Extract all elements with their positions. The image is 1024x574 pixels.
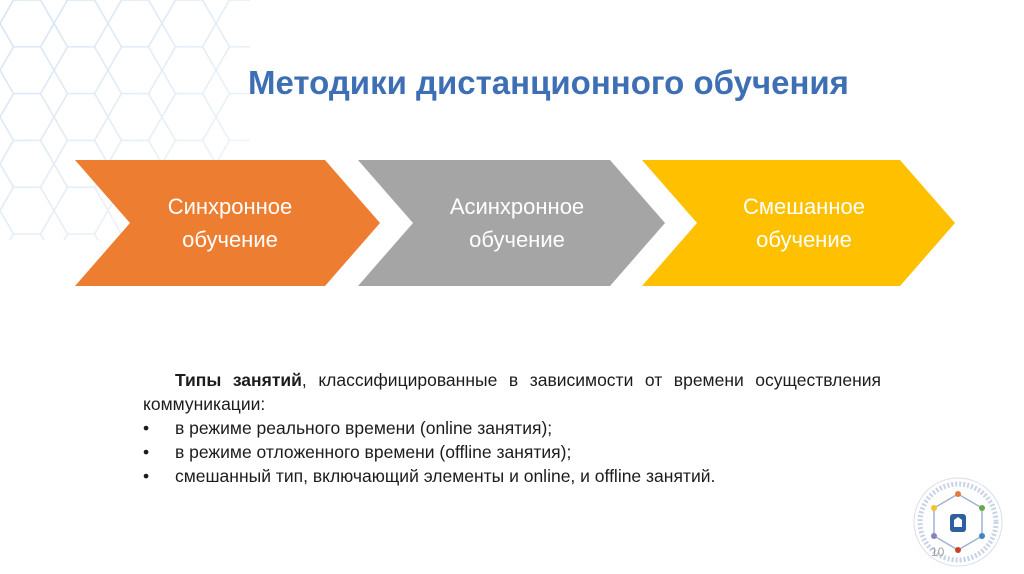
- list-item-text: в режиме отложенного времени (offline занятия);: [175, 442, 572, 462]
- bullet-marker: •: [143, 466, 150, 486]
- bullet-marker: •: [143, 418, 150, 438]
- chevron-label-line2: обучение: [756, 227, 852, 252]
- list-item-text: смешанный тип, включающий элементы и online, и offline занятий.: [175, 466, 716, 486]
- list-item: [143, 464, 881, 488]
- bullet-list: [143, 416, 881, 488]
- page-number: 10: [931, 545, 945, 559]
- intro-rest: , классифицированные в зависимости от времени осуществления коммуникации:: [143, 370, 881, 414]
- round-emblem-logo: [910, 474, 1006, 570]
- body-text-block: [143, 368, 881, 488]
- list-item-text: в режиме реального времени (online занятия);: [175, 418, 553, 438]
- chevron-label-line2: обучение: [182, 227, 278, 252]
- chevron-shape-blended: [642, 160, 955, 286]
- chevron-label-line1: Смешанное: [743, 194, 865, 219]
- bullet-marker: •: [143, 442, 150, 462]
- chevron-shape-asynchronous: [358, 160, 665, 286]
- chevron-blended: [642, 160, 955, 286]
- list-item: [143, 416, 881, 440]
- intro-paragraph: [143, 368, 881, 416]
- chevron-label-line1: Асинхронное: [449, 194, 585, 219]
- slide-title: Методики дистанционного обучения: [248, 64, 849, 101]
- chevron-label-line1: Синхронное: [167, 194, 293, 219]
- chevron-shape-synchronous: [75, 160, 380, 286]
- list-item: [143, 440, 881, 464]
- intro-bold-term: Типы занятий: [175, 370, 302, 390]
- chevron-synchronous: [75, 160, 380, 286]
- chevron-asynchronous: [358, 160, 665, 286]
- chevron-label-line2: обучение: [469, 227, 565, 252]
